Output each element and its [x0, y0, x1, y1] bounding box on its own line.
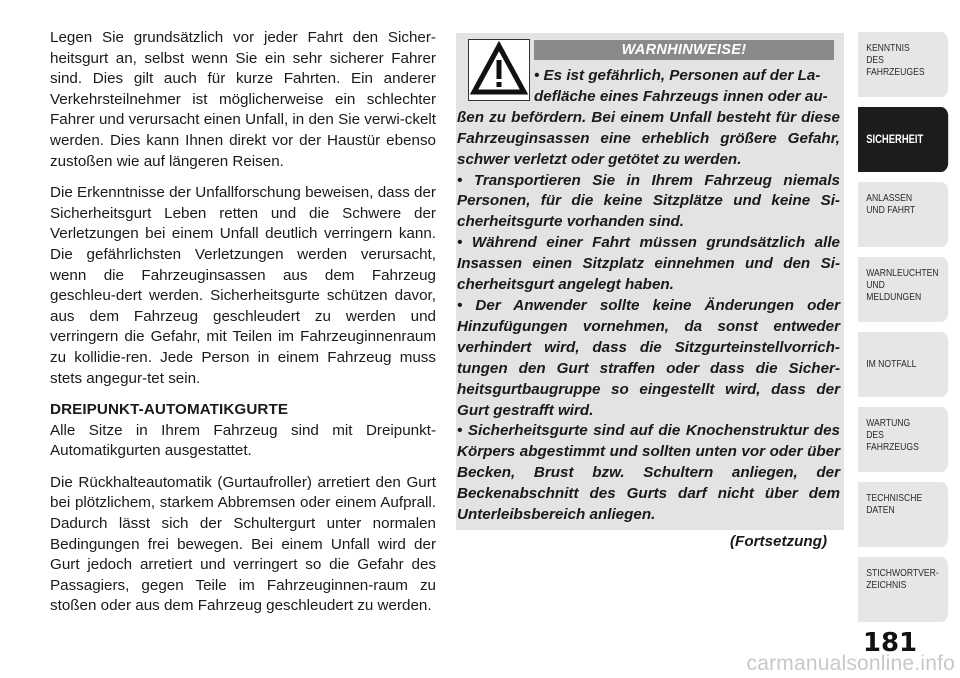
tab-label: UND — [866, 279, 885, 291]
watermark: carmanualsonline.info — [746, 652, 955, 675]
warning-item-4: • Der Anwender sollte keine Änderungen oder Hinzufügungen vornehmen, da sonst entweder verhindert wird, dass die Sitzgurteinstellvorrich-tungen den Gurt straffen oder dass die Sicher-heitsgurtbaugruppe so eingestellt wird, dass der Gurt gestrafft wird. — [457, 296, 840, 419]
section-heading: DREIPUNKT-AUTOMATIKGURTE — [50, 401, 289, 419]
tab-label: UND FAHRT — [866, 204, 916, 216]
tab-label: KENNTNIS — [866, 42, 910, 54]
intro-paragraph: Legen Sie grundsätzlich vor jeder Fahrt den Sicher-heitsgurt an, selbst wenn Sie ein sehr sicherer Fahrer sind. Dies gilt auch für kurze Fahrten. Ein anderer Verkehrsteilnehmer ist möglicherweise ein schlechter Fahrer und verursacht einen Unfall, in den Sie verwi-ckelt werden. Dies kann Ihnen direkt vor der Haustür ebenso zustoßen wie auf längeren Reisen. — [50, 29, 436, 170]
main-text-column — [50, 28, 436, 628]
tab-label: MELDUNGEN — [866, 291, 922, 303]
tab-label: DES — [866, 54, 884, 66]
warning-item-1-start: • Es ist gefährlich, Personen auf der La-defläche eines Fahrzeugs innen oder au- — [534, 67, 828, 105]
tab-label: TECHNISCHE — [866, 492, 923, 504]
tab-anlassen[interactable] — [858, 182, 948, 247]
warning-item-5: • Sicherheitsgurte sind auf die Knochenstruktur des Körpers abgestimmt und sollten unten vor oder über Becken, Brust bzw. Schultern anliegen, der Beckenabschnitt des Gurts darf nicht über dem Unterleibsbereich anliegen. — [457, 422, 840, 524]
tab-wartung[interactable] — [858, 407, 948, 472]
tab-label: FAHRZEUGS — [866, 441, 919, 453]
tab-label: DES — [866, 429, 884, 441]
tab-stichwortverzeichnis[interactable] — [858, 557, 948, 622]
tab-label: STICHWORTVER- — [866, 567, 939, 579]
tab-label: FAHRZEUGES — [866, 66, 925, 78]
tab-label: ANLASSEN — [866, 192, 913, 204]
warning-text — [456, 66, 840, 526]
research-paragraph: Die Erkenntnisse der Unfallforschung beweisen, dass der Sicherheitsgurt Leben retten und die Schwere der Verletzungen bei einem Unfall deutlich verringern kann. Die gefährlichsten Verletzungen werden verursacht, wenn die Fahrzeuginsassen aus dem Fahrzeug geschleu-dert werden. Sicherheitsgurte schützen davor, aus dem Fahrzeug geschleudert zu werden und verringern die Gefahr, mit Teilen im Fahrzeuginnenraum zu kollidie-ren. Jede Person in einem Fahrzeug muss stets angegur-tet sein. — [50, 184, 436, 387]
tab-warnleuchten[interactable] — [858, 257, 948, 322]
tab-label: ZEICHNIS — [866, 579, 907, 591]
seats-paragraph: Alle Sitze in Ihrem Fahrzeug sind mit Dreipunkt-Automatikgurten ausgestattet. — [50, 421, 436, 460]
warning-box — [456, 33, 844, 530]
page-number: 181 — [862, 628, 918, 658]
tab-label: DATEN — [866, 504, 895, 516]
tab-label: WARTUNG — [866, 417, 911, 429]
tab-technische-daten[interactable] — [858, 482, 948, 547]
tab-kenntnis[interactable] — [858, 32, 948, 97]
tab-notfall[interactable] — [858, 332, 948, 397]
warning-item-2: • Transportieren Sie in Ihrem Fahrzeug niemals Personen, für die keine Sitzplätze und keine Si-cherheitsgurte vorhanden sind. — [457, 171, 840, 231]
tab-label: IM NOTFALL — [866, 358, 917, 370]
warning-title: WARNHINWEISE! — [534, 40, 834, 60]
continued-label: (Fortsetzung) — [730, 533, 828, 550]
chapter-tabs — [858, 32, 948, 632]
warning-item-1-cont: ßen zu befördern. Bei einem Unfall besteht für diese Fahrzeuginsassen eine erheblich größere Gefahr, schwer verletzt oder getötet zu werden. — [457, 108, 840, 168]
tab-label: SICHERHEIT — [866, 134, 924, 146]
tab-label: WARNLEUCHTEN — [866, 267, 939, 279]
warning-item-3: • Während einer Fahrt müssen grundsätzlich alle Insassen einen Sitzplatz einnehmen und den Si-cherheitsgurt angelegt haben. — [457, 234, 840, 294]
retractor-paragraph: Die Rückhalteautomatik (Gurtaufroller) arretiert den Gurt bei plötzlichem, starkem Abbremsen oder einem Aufprall. Dadurch lässt sich der Schultergurt unter normalen Bedingungen frei bewegen. Bei einem Unfall wird der Gurt jedoch arretiert und verringert so die Gefahr des Passagiers, gegen Teile im Fahrzeuginnen-raum zu stoßen oder aus dem Fahrzeug geschleudert zu werden. — [50, 473, 436, 615]
tab-sicherheit[interactable] — [858, 107, 948, 172]
